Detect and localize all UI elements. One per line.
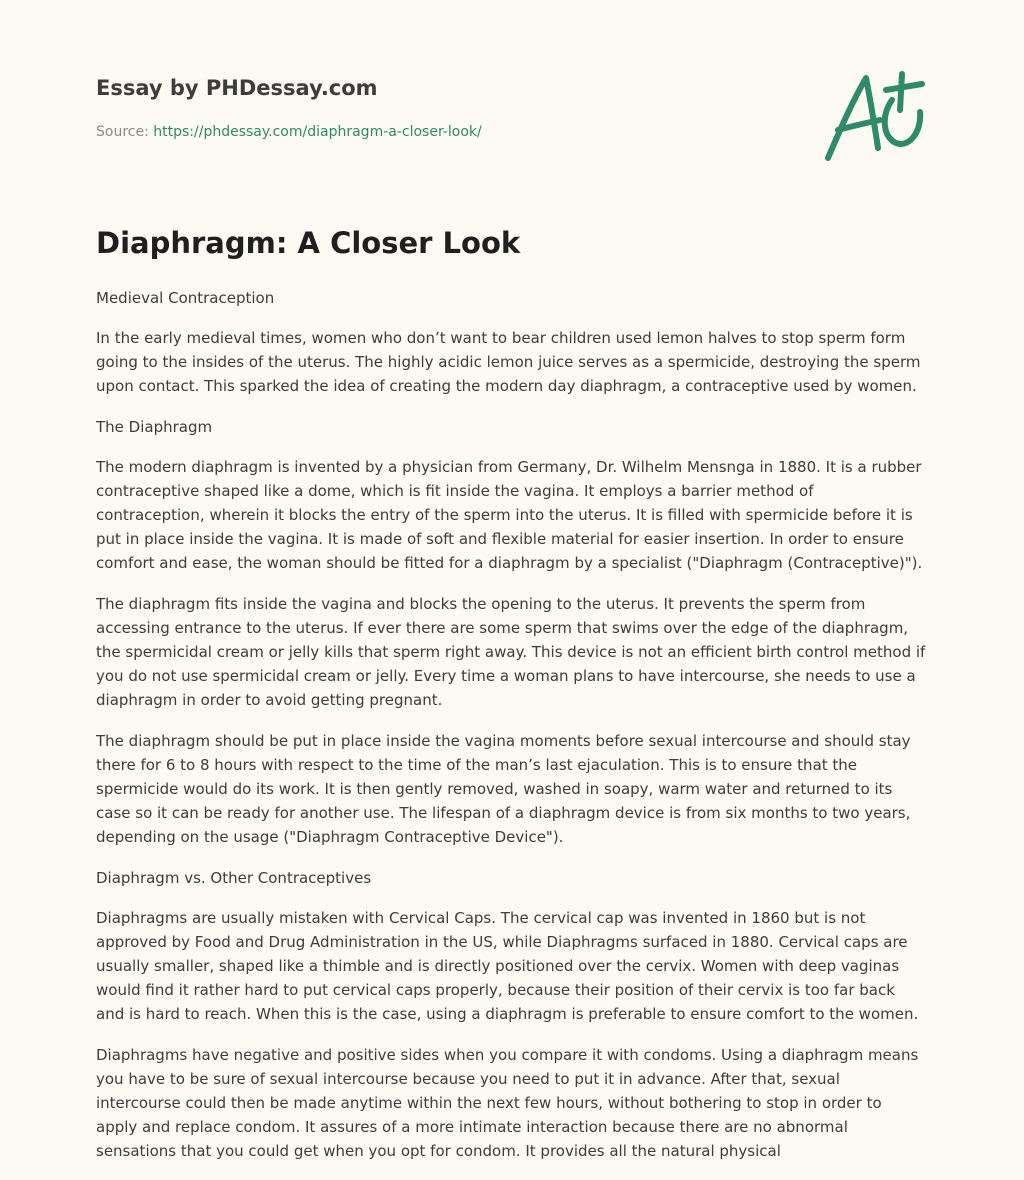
paragraph: Diaphragms are usually mistaken with Cervical Caps. The cervical cap was invented in 1860 but is not approved by Food and Drug Administration in the US, while Diaphragms surfaced in 1880. Cervical caps are usually smaller, shaped like a thimble and is directly positioned over the cervix. Women with deep vaginas would find it rather hard to put cervical caps properly, because their position of their cervix is too far back and is hard to reach. When this is the case, using a diaphragm is preferable to ensure comfort to the women.: [96, 909, 919, 1023]
paragraph: The modern diaphragm is invented by a physician from Germany, Dr. Wilhelm Mensnga in 1880. It is a rubber contraceptive shaped like a dome, which is fit inside the vagina. It employs a barrier method of contraception, wherein it blocks the entry of the sperm into the uterus. It is filled with spermicide before it is put in place inside the vagina. It is made of soft and flexible material for easier insertion. In order to ensure comfort and ease, the woman should be fitted for a diaphragm by a specialist ("Diaphragm (Contraceptive)").: [96, 458, 923, 572]
section-heading-diaphragm: The Diaphragm: [96, 418, 213, 436]
section-heading-comparison: Diaphragm vs. Other Contraceptives: [96, 869, 372, 887]
page-title: Diaphragm: A Closer Look: [96, 226, 521, 260]
paragraph: In the early medieval times, women who don’t want to bear children used lemon halves to stop sperm form going to the insides of the uterus. The highly acidic lemon juice serves as a spermicide, destroying the sperm upon contact. This sparked the idea of creating the modern day diaphragm, a contraceptive used by women.: [96, 329, 921, 395]
source-label: Source:: [96, 124, 154, 140]
article-body: [96, 286, 926, 1180]
site-brand: Essay by PHDessay.com: [96, 76, 378, 100]
a-plus-logo-icon: [822, 68, 928, 164]
paragraph: The diaphragm fits inside the vagina and blocks the opening to the uterus. It prevents the sperm from accessing entrance to the uterus. If ever there are some sperm that swims over the edge of the diaphragm, the spermicidal cream or jelly kills that sperm right away. This device is not an efficient birth control method if you do not use spermicidal cream or jelly. Every time a woman plans to have intercourse, she needs to use a diaphragm in order to avoid getting pregnant.: [96, 595, 926, 709]
paragraph: The diaphragm should be put in place inside the vagina moments before sexual intercourse and should stay there for 6 to 8 hours with respect to the time of the man’s last ejaculation. This is to ensure that the spermicide would do its work. It is then gently removed, washed in soapy, warm water and returned to its case so it can be ready for another use. The lifespan of a diaphragm device is from six months to two years, depending on the usage ("Diaphragm Contraceptive Device").: [96, 732, 911, 846]
paragraph: Diaphragms have negative and positive sides when you compare it with condoms. Using a diaphragm means you have to be sure of sexual intercourse because you need to put it in advance. After that, sexual intercourse could then be made anytime within the next few hours, without bothering to stop in order to apply and replace condom. It assures of a more intimate interaction because there are no abnormal sensations that you could get when you opt for condom. It provides all the natural physical: [96, 1046, 919, 1160]
source-link[interactable]: https://phdessay.com/diaphragm-a-closer-look/: [153, 124, 482, 140]
section-heading-medieval: Medieval Contraception: [96, 289, 275, 307]
source-line: [96, 124, 482, 140]
